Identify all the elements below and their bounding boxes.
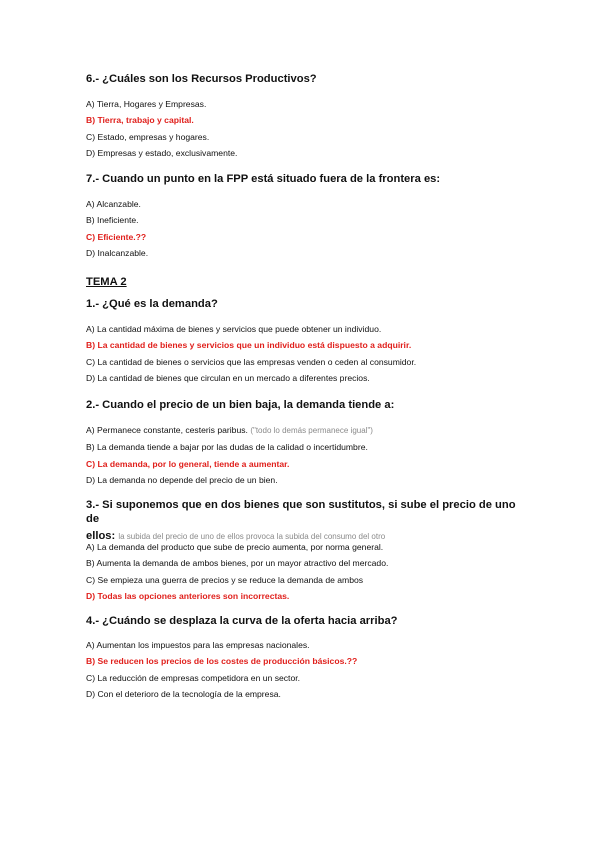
option-b-correct: B) Se reducen los precios de los costes de producción básicos.?? — [86, 656, 358, 667]
question-title-line-1: 3.- Si suponemos que en dos bienes que son sustitutos, si sube el precio de uno de — [86, 499, 516, 525]
option-d: D) Inalcanzable. — [86, 248, 149, 259]
option-a: A) Tierra, Hogares y Empresas. — [86, 99, 207, 109]
section-heading — [86, 272, 526, 290]
question-6 — [86, 72, 526, 86]
question-title: 1.- ¿Qué es la demanda? — [86, 298, 218, 310]
tema2-question-3-options — [86, 539, 526, 605]
tema2-question-3 — [86, 498, 526, 544]
option-d-correct: D) Todas las opciones anteriores son incorrectas. — [86, 591, 290, 602]
option-d: D) La cantidad de bienes que circulan en un mercado a diferentes precios. — [86, 373, 370, 384]
question-note: la subida del precio de uno de ellos provoca la subida del consumo del otro — [118, 532, 386, 541]
tema2-question-1-options — [86, 321, 526, 387]
question-title: 2.- Cuando el precio de un bien baja, la demanda tiende a: — [86, 399, 395, 411]
question-title-line-2-text: ellos: — [86, 530, 116, 542]
question-6-options — [86, 96, 526, 162]
option-b-correct: B) La cantidad de bienes y servicios que un individuo está dispuesto a adquirir. — [86, 340, 412, 351]
option-b-correct: B) Tierra, trabajo y capital. — [86, 115, 194, 126]
option-b: B) Ineficiente. — [86, 215, 139, 226]
option-a — [86, 422, 526, 439]
option-c: C) La cantidad de bienes o servicios que las empresas venden o ceden al consumidor. — [86, 356, 417, 367]
option-c: C) Estado, empresas y hogares. — [86, 131, 210, 142]
tema2-question-1 — [86, 297, 526, 311]
option-d: D) Con el deterioro de la tecnología de la empresa. — [86, 689, 281, 700]
question-title: 4.- ¿Cuándo se desplaza la curva de la oferta hacia arriba? — [86, 615, 398, 627]
option-a-note: ("todo lo demás permanece igual") — [250, 426, 373, 435]
option-a: A) Alcanzable. — [86, 199, 141, 209]
question-title: 6.- ¿Cuáles son los Recursos Productivos? — [86, 73, 317, 85]
option-d: D) Empresas y estado, exclusivamente. — [86, 148, 238, 159]
option-c-correct: C) Eficiente.?? — [86, 231, 147, 242]
tema2-question-4 — [86, 614, 526, 628]
tema2-question-4-options — [86, 637, 526, 703]
question-7 — [86, 172, 526, 186]
tema2-question-2-options — [86, 422, 526, 489]
option-a: A) Aumentan los impuestos para las empresas nacionales. — [86, 640, 310, 650]
option-b: B) Aumenta la demanda de ambos bienes, por un mayor atractivo del mercado. — [86, 558, 389, 569]
option-a: A) La cantidad máxima de bienes y servicios que puede obtener un individuo. — [86, 324, 382, 334]
option-c: C) La reducción de empresas competidora en un sector. — [86, 672, 301, 683]
option-a: A) La demanda del producto que sube de precio aumenta, por norma general. — [86, 542, 384, 552]
question-title: 7.- Cuando un punto en la FPP está situado fuera de la frontera es: — [86, 173, 441, 185]
tema-2-heading: TEMA 2 — [86, 276, 127, 288]
question-7-options — [86, 196, 526, 262]
tema2-question-2 — [86, 398, 526, 412]
option-b: B) La demanda tiende a bajar por las dudas de la calidad o incertidumbre. — [86, 442, 368, 453]
option-a-text: A) Permanece constante, cesteris paribus. — [86, 425, 248, 435]
option-c: C) Se empieza una guerra de precios y se reduce la demanda de ambos — [86, 574, 364, 585]
option-d: D) La demanda no depende del precio de un bien. — [86, 475, 278, 486]
option-c-correct: C) La demanda, por lo general, tiende a aumentar. — [86, 458, 290, 469]
